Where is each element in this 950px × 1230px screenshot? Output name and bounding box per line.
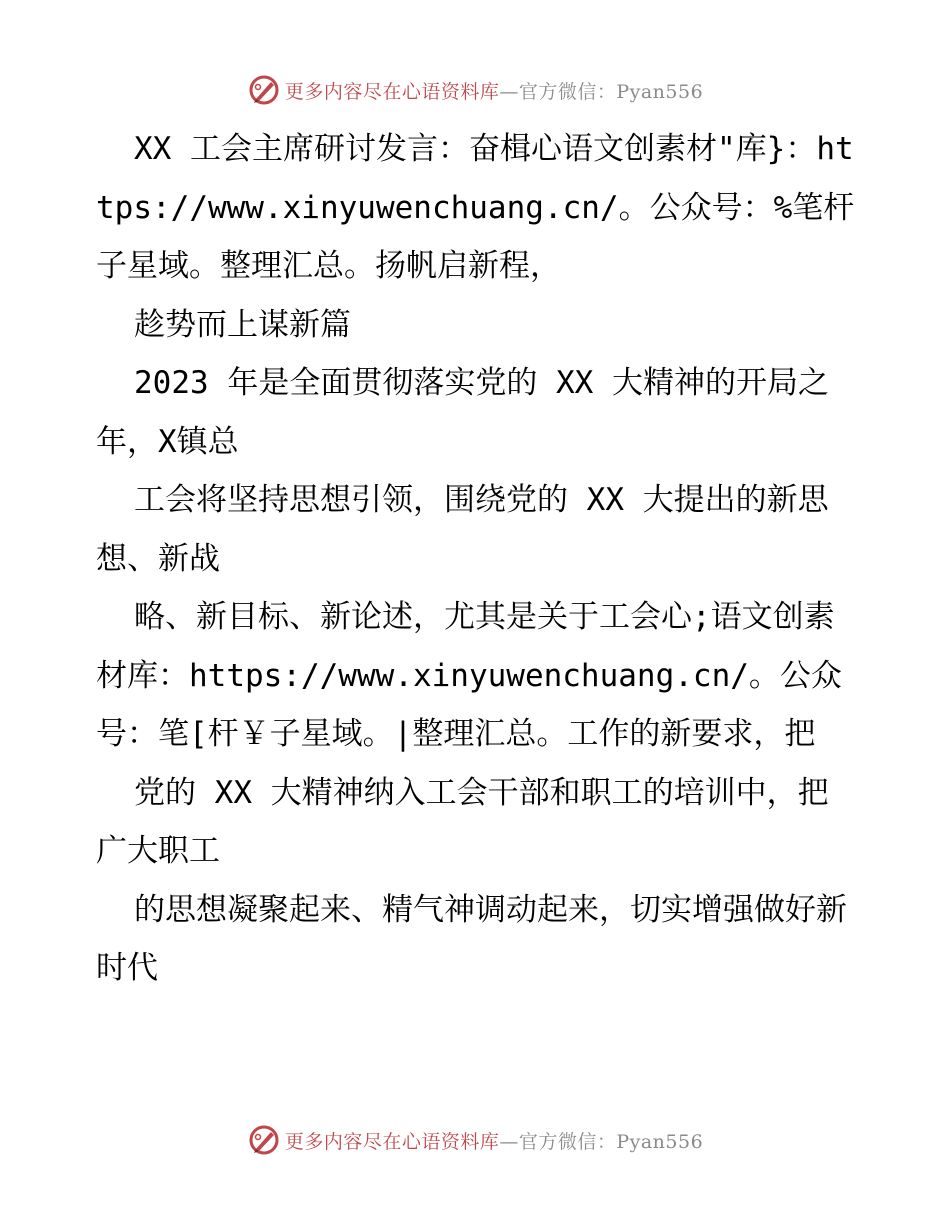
paragraph-6: 党的 XX 大精神纳入工会干部和职工的培训中，把广大职工 <box>96 774 829 869</box>
header-watermark-banner <box>0 70 950 110</box>
watermark-text <box>285 77 703 104</box>
paragraph-5: 略、新目标、新论述，尤其是关于工会心;语文创素材库：https://www.xinyuwenchuang.cn/。公众号：笔[杆￥子星域。|整理汇总。工作的新要求，把 <box>96 599 842 752</box>
watermark-text-gray: —官方微信：Pyan556 <box>499 1130 704 1153</box>
watermark-text-red: 更多内容尽在心语资料库 <box>284 1130 500 1153</box>
watermark-text-red: 更多内容尽在心语资料库 <box>284 80 500 103</box>
paragraph-2: 趁势而上谋新篇 <box>134 306 351 343</box>
footer-watermark-banner <box>0 1120 950 1160</box>
paragraph-7: 的思想凝聚起来、精气神调动起来，切实增强做好新时代 <box>96 891 847 986</box>
paragraph-3: 2023 年是全面贯彻落实党的 XX 大精神的开局之年，X镇总 <box>96 365 829 460</box>
pen-logo-icon <box>247 73 281 107</box>
pen-logo-icon <box>247 1123 281 1157</box>
paragraph-1: XX 工会主席研讨发言：奋楫心语文创素材"库}：https://www.xinyuwenchuang.cn/。公众号：%笔杆子星域。整理汇总。扬帆启新程， <box>96 131 855 284</box>
watermark-text-gray: —官方微信：Pyan556 <box>499 80 704 103</box>
paragraph-4: 工会将坚持思想引领，围绕党的 XX 大提出的新思想、新战 <box>96 482 829 577</box>
document-body <box>96 120 856 998</box>
watermark-text <box>285 1127 703 1154</box>
